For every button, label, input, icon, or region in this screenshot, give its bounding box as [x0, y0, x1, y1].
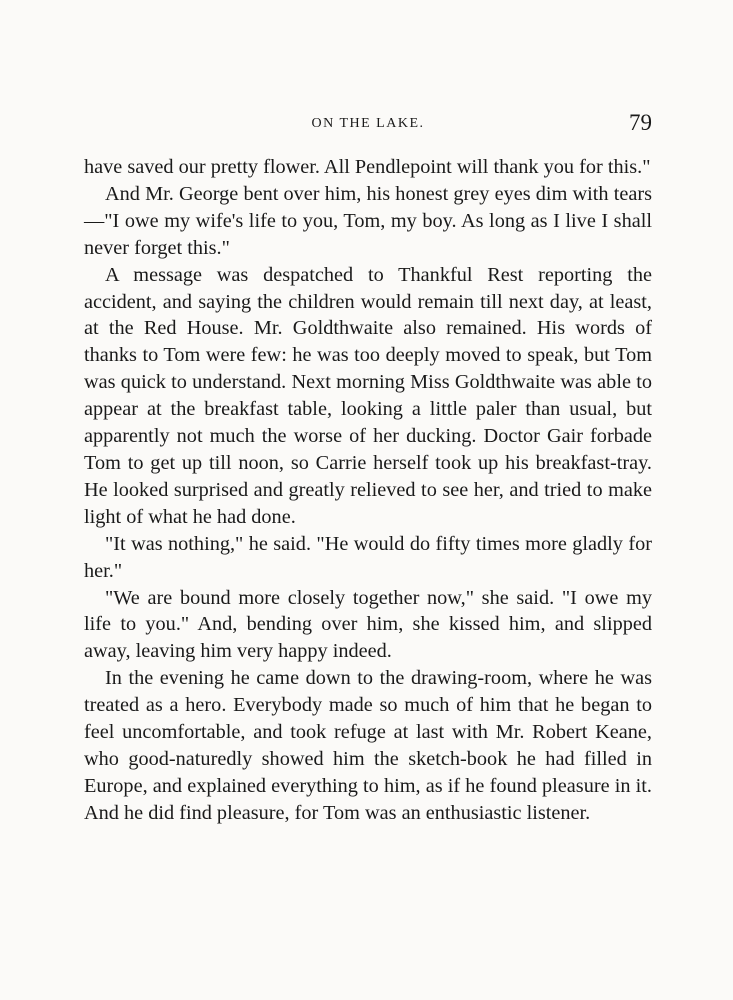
page-number: 79 — [629, 110, 652, 135]
running-title: ON THE LAKE. — [311, 116, 425, 131]
paragraph-1: have saved our pretty flower. All Pendlepoint will thank you for this." — [84, 156, 651, 178]
paragraph-4: "It was nothing," he said. "He would do fifty times more gladly for her." — [84, 532, 652, 582]
paragraph-2: And Mr. George bent over him, his honest grey eyes dim with tears—"I owe my wife's life to you, Tom, my boy. As long as I live I shall never forget this." — [84, 182, 652, 259]
paragraph-3: A message was despatched to Thankful Rest reporting the accident, and saying the children would remain till next day, at least, at the Red House. Mr. Goldthwaite also remained. His words of thanks to Tom were few: he was too deeply moved to speak, but Tom was quick to understand. Next morning Miss Goldthwaite was able to appear at the breakfast table, looking a little paler than usual, but apparently not much the worse of her ducking. Doctor Gair forbade Tom to get up till noon, so Carrie herself took up his breakfast-tray. He looked surprised and greatly relieved to see her, and tried to make light of what he had done. — [84, 263, 652, 528]
running-head — [84, 112, 652, 140]
body-text — [84, 154, 652, 827]
paragraph-6: In the evening he came down to the drawing-room, where he was treated as a hero. Everybody made so much of him that he began to feel uncomfortable, and took refuge at last with Mr. Robert Keane, who good-naturedly showed him the sketch-book he had filled in Europe, and explained everything to him, as if he found pleasure in it. And he did find pleasure, for Tom was an enthusiastic listener. — [84, 667, 652, 824]
paragraph-5: "We are bound more closely together now," she said. "I owe my life to you." And, bending over him, she kissed him, and slipped away, leaving him very happy indeed. — [84, 586, 652, 663]
